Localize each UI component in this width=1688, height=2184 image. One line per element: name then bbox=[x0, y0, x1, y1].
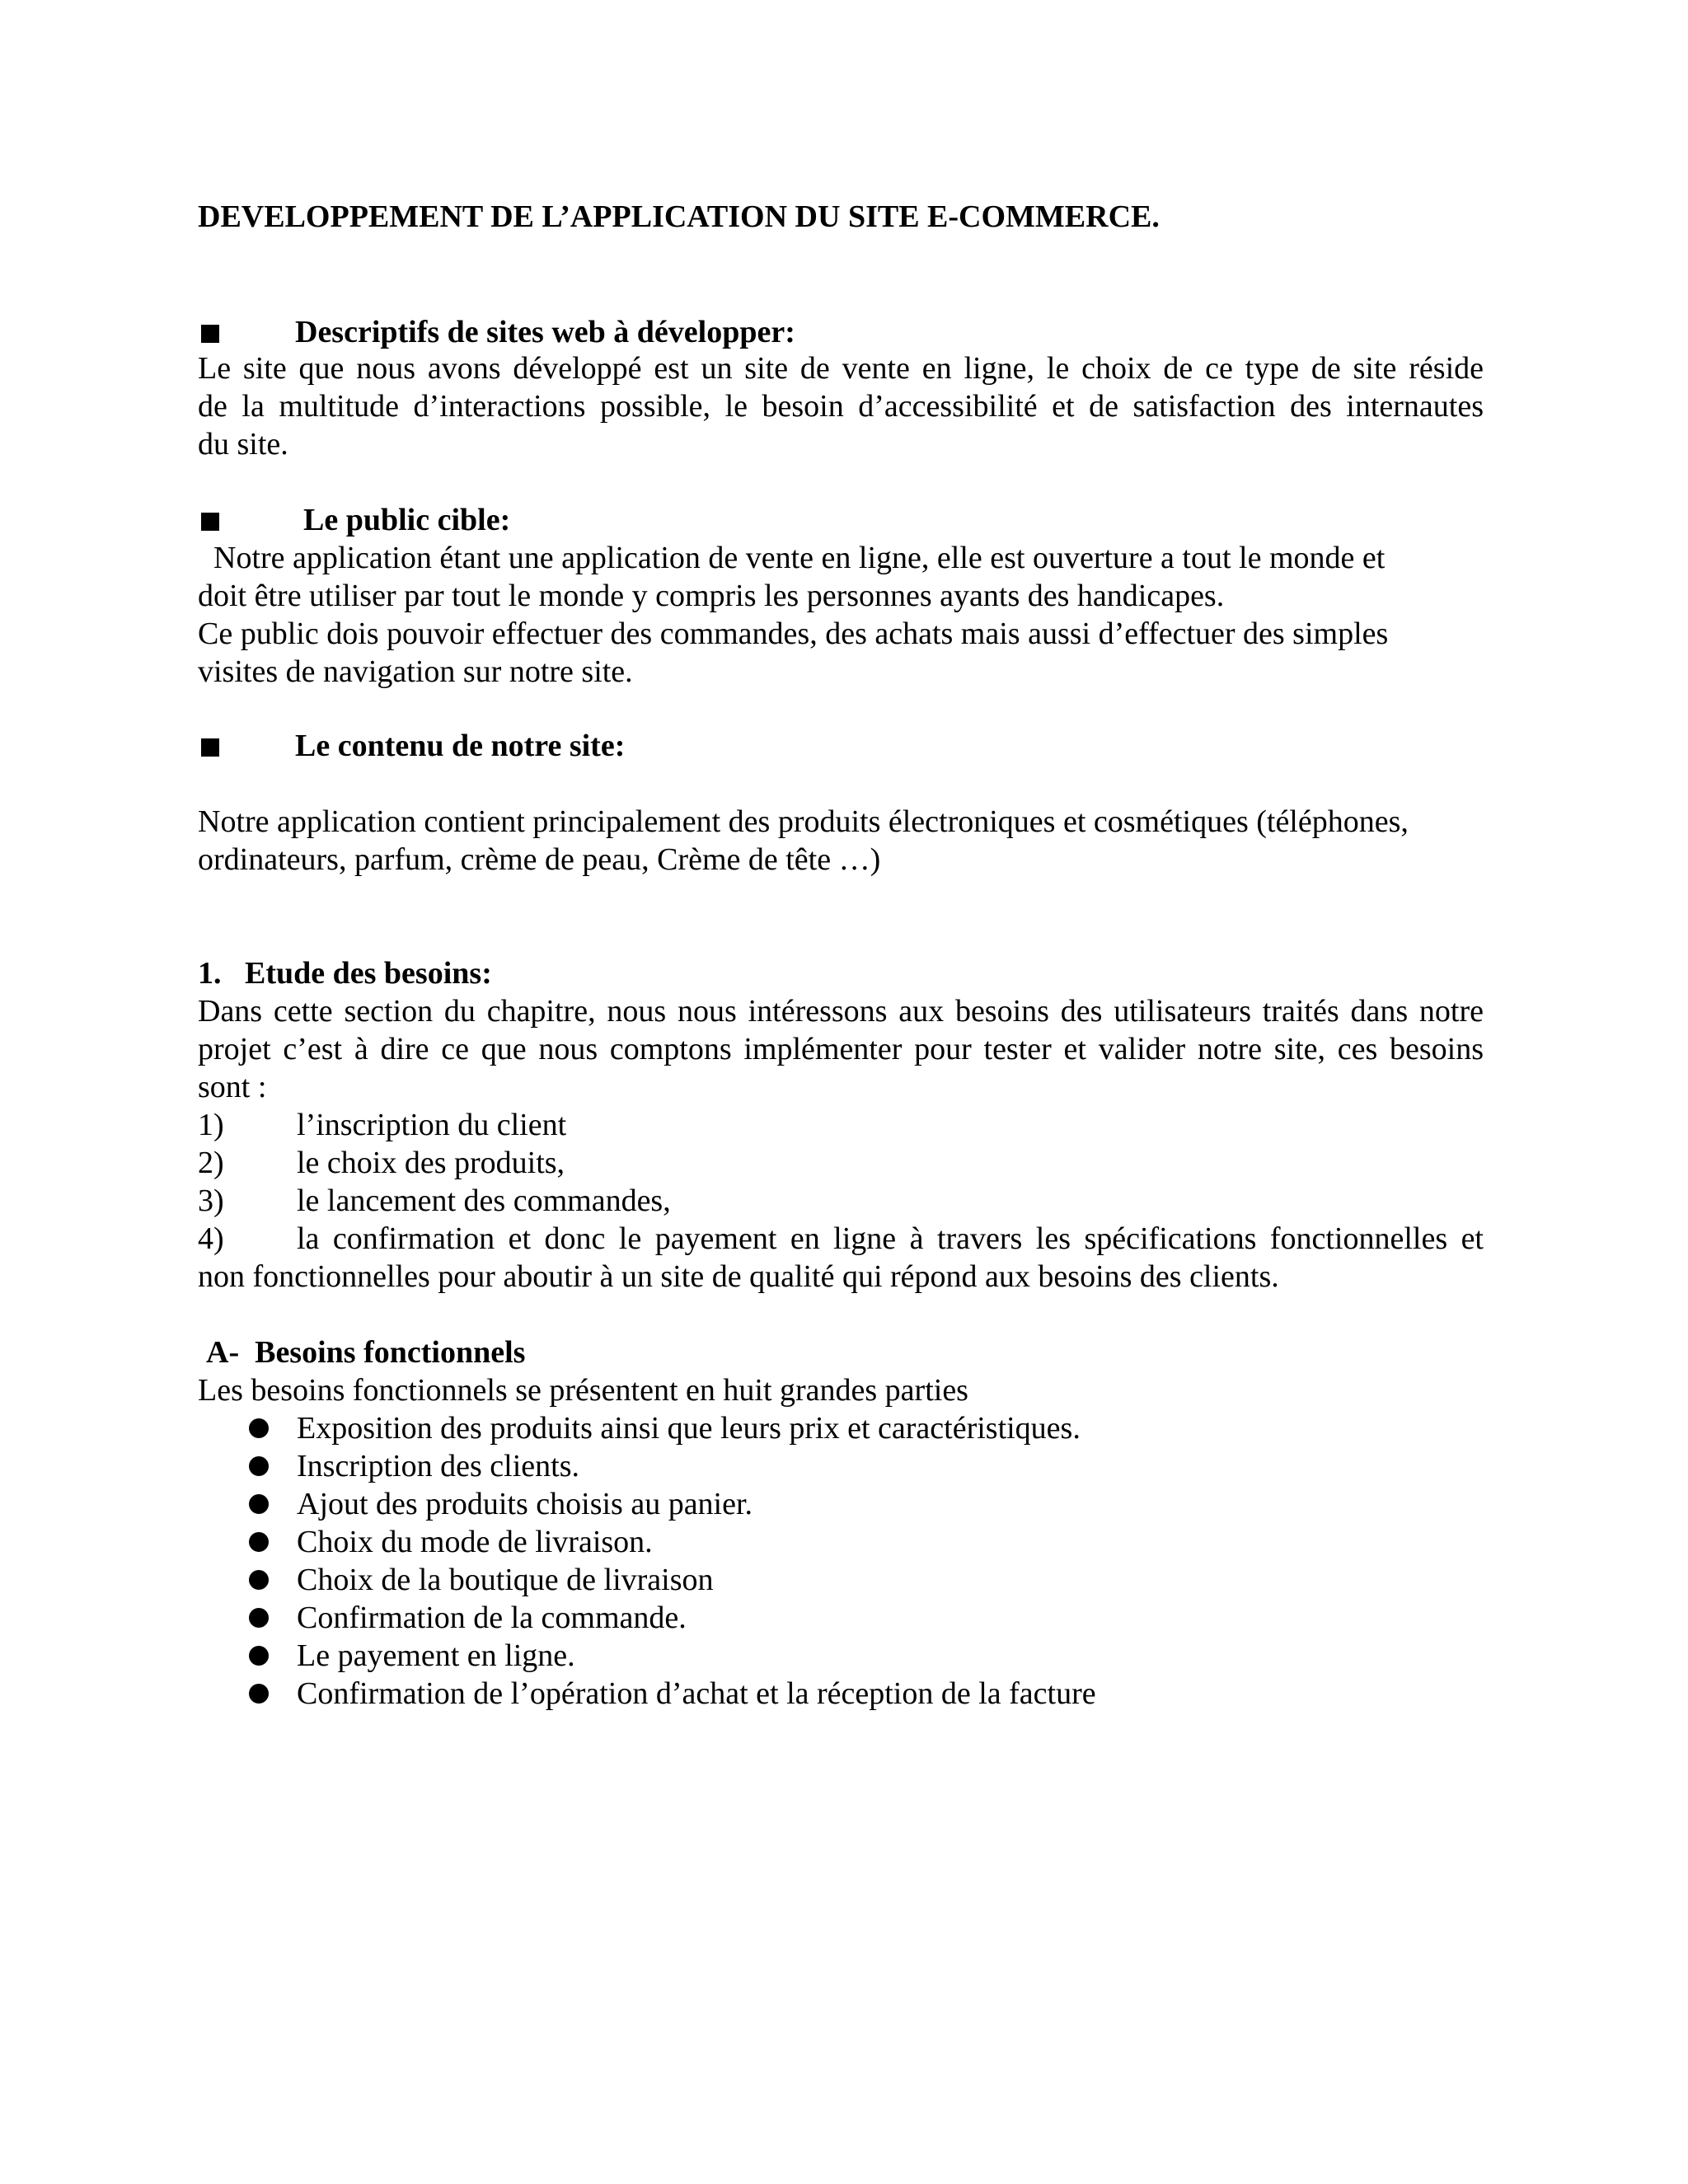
numbered-list-item: le choix des produits, bbox=[297, 1146, 565, 1180]
bullet-dot-icon bbox=[249, 1456, 269, 1476]
bullet-list-item: Confirmation de l’opération d’achat et la réception de la facture bbox=[297, 1676, 1096, 1711]
bullet-dot-icon bbox=[249, 1684, 269, 1704]
paragraph-line: Le site que nous avons développé est un site de vente en ligne, le choix de ce type de site réside bbox=[198, 351, 1484, 386]
paragraph-line: projet c’est à dire ce que nous comptons implémenter pour tester et valider notre site, ces besoins bbox=[198, 1032, 1484, 1066]
list-number: 1) bbox=[198, 1108, 224, 1142]
paragraph-line: Dans cette section du chapitre, nous nous intéressons aux besoins des utilisateurs traités dans notre bbox=[198, 994, 1484, 1029]
paragraph-line: Notre application étant une application de vente en ligne, elle est ouverture a tout le monde et bbox=[198, 541, 1386, 575]
section-heading-contenu: Le contenu de notre site: bbox=[295, 729, 626, 763]
paragraph-line: du site. bbox=[198, 427, 288, 462]
bullet-dot-icon bbox=[249, 1570, 269, 1590]
numbered-list-item: la confirmation et donc le payement en ligne à travers les spécifications fonctionnelles et bbox=[297, 1221, 1484, 1256]
square-bullet-icon bbox=[201, 513, 219, 531]
paragraph-line: de la multitude d’interactions possible, le besoin d’accessibilité et de satisfaction des internautes bbox=[198, 389, 1484, 424]
list-number: 2) bbox=[198, 1146, 224, 1180]
bullet-list-item: Inscription des clients. bbox=[297, 1449, 579, 1483]
paragraph-line: doit être utiliser par tout le monde y compris les personnes ayants des handicapes. bbox=[198, 579, 1225, 613]
bullet-dot-icon bbox=[249, 1494, 269, 1514]
section-heading-descriptifs: Descriptifs de sites web à développer: bbox=[295, 315, 795, 349]
bullet-dot-icon bbox=[249, 1418, 269, 1438]
bullet-list-item: Le payement en ligne. bbox=[297, 1638, 575, 1673]
bullet-list-item: Ajout des produits choisis au panier. bbox=[297, 1487, 753, 1521]
list-number: 3) bbox=[198, 1183, 224, 1218]
paragraph-line: visites de navigation sur notre site. bbox=[198, 654, 633, 689]
numbered-list-item: l’inscription du client bbox=[297, 1108, 567, 1142]
bullet-list-item: Exposition des produits ainsi que leurs prix et caractéristiques. bbox=[297, 1411, 1081, 1446]
paragraph-line: Ce public dois pouvoir effectuer des commandes, des achats mais aussi d’effectuer des simples bbox=[198, 616, 1389, 651]
paragraph-line: non fonctionnelles pour aboutir à un site de qualité qui répond aux besoins des clients. bbox=[198, 1259, 1279, 1294]
section-heading-etude: 1. Etude des besoins: bbox=[198, 956, 492, 991]
bullet-dot-icon bbox=[249, 1646, 269, 1666]
list-number: 4) bbox=[198, 1221, 224, 1256]
bullet-list-item: Choix de la boutique de livraison bbox=[297, 1563, 714, 1597]
bullet-list-item: Choix du mode de livraison. bbox=[297, 1525, 653, 1559]
paragraph-line: Les besoins fonctionnels se présentent en huit grandes parties bbox=[198, 1373, 968, 1408]
bullet-list-item: Confirmation de la commande. bbox=[297, 1601, 687, 1635]
paragraph-line: ordinateurs, parfum, crème de peau, Crème de tête …) bbox=[198, 842, 881, 877]
square-bullet-icon bbox=[201, 325, 219, 343]
bullet-dot-icon bbox=[249, 1608, 269, 1628]
bullet-dot-icon bbox=[249, 1532, 269, 1552]
square-bullet-icon bbox=[201, 738, 219, 757]
numbered-list-item: le lancement des commandes, bbox=[297, 1183, 671, 1218]
section-heading-fonctionnels: A- Besoins fonctionnels bbox=[206, 1335, 526, 1370]
section-heading-public: Le public cible: bbox=[303, 503, 511, 537]
paragraph-line: Notre application contient principalement des produits électroniques et cosmétiques (téléphones, bbox=[198, 804, 1409, 839]
document-title: DEVELOPPEMENT DE L’APPLICATION DU SITE E-COMMERCE. bbox=[198, 199, 1160, 234]
paragraph-line: sont : bbox=[198, 1070, 267, 1104]
